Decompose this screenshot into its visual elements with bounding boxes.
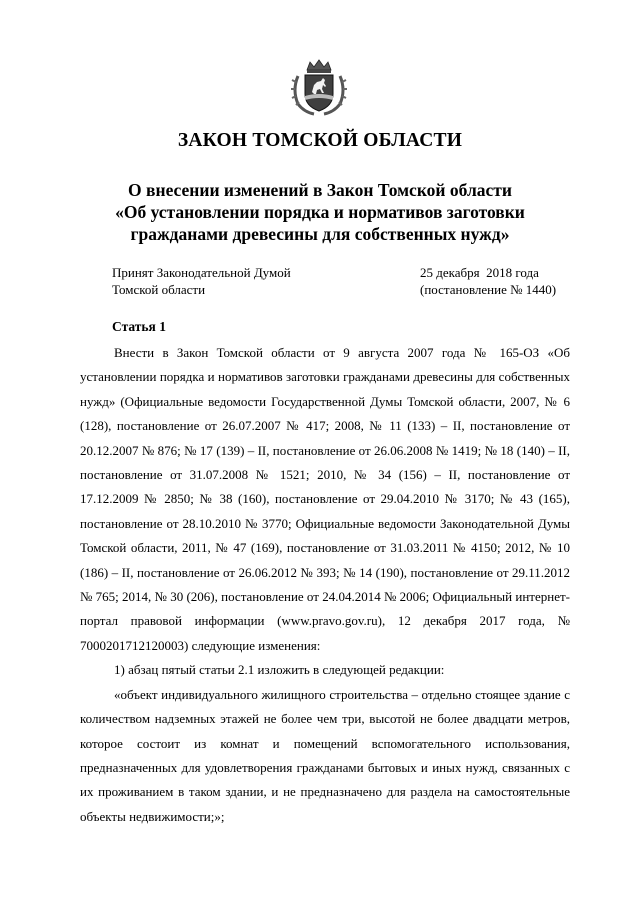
adoption-date-line: 25 декабря 2018 года — [420, 265, 539, 280]
article-intro-paragraph: Внести в Закон Томской области от 9 августа 2007 года № 165-ОЗ «Об установлении порядка и нормативов заготовки гражданами древесины для собственных нужд» (Официальные ведомости Государственной Думы Томской области, 2007, № 6 (128), постановление от 26.07.2007 № 417; 2008, № 11 (133) – II, постановление от 20.12.2007 № 876; № 17 (139) – II, постановление от 26.06.2008 № 1419; № 18 (140) – II, постановление от 31.07.2008 № 1521; 2010, № 34 (156) – II, постановление от 17.12.2009 № 2850; № 38 (160), постановление от 29.04.2010 № 3170; № 43 (165), постановление от 28.10.2010 № 3770; Официальные ведомости Законодательной Думы Томской области, 2011, № 47 (169), постановление от 31.03.2011 № 4150; 2012, № 10 (186) – II, постановление от 26.06.2012 № 393; № 14 (190), постановление от 29.11.2012 № 765; 2014, № 30 (206), постановление от 24.04.2014 № 2006; Официальный интернет-портал правовой информации (www.pravo.gov.ru), 12 декабря 2017 года, № 7000201712120003) следующие изменения: — [80, 345, 570, 653]
subtitle-line: «Об установлении порядка и нормативов заготовки — [115, 202, 525, 222]
subtitle-line: О внесении изменений в Закон Томской области — [128, 180, 512, 200]
adoption-body-line: Томской области — [112, 282, 206, 297]
article-body — [80, 341, 570, 829]
adoption-body-line: Принят Законодательной Думой — [112, 265, 291, 280]
adoption-body — [112, 264, 291, 298]
article-heading: Статья 1 — [112, 319, 166, 334]
law-subtitle — [60, 179, 580, 245]
adoption-date — [420, 264, 556, 298]
amendment-quote-paragraph: «объект индивидуального жилищного строительства – отдельно стоящее здание с количеством надземных этажей не более чем три, высотой не более двадцати метров, которое состоит из комнат и помещений вспомогательного использования, предназначенных для удовлетворения гражданами бытовых и иных нужд, связанных с их проживанием в таком здании, и не предназначено для раздела на самостоятельные объекты недвижимости;»; — [80, 686, 570, 824]
amendment-item-1: 1) абзац пятый статьи 2.1 изложить в следующей редакции: — [114, 662, 445, 678]
tomsk-coat-of-arms-icon — [288, 56, 350, 118]
subtitle-line: гражданами древесины для собственных нужд» — [130, 224, 510, 244]
adoption-resolution-line: (постановление № 1440) — [420, 282, 557, 297]
law-title: ЗАКОН ТОМСКОЙ ОБЛАСТИ — [177, 130, 463, 151]
